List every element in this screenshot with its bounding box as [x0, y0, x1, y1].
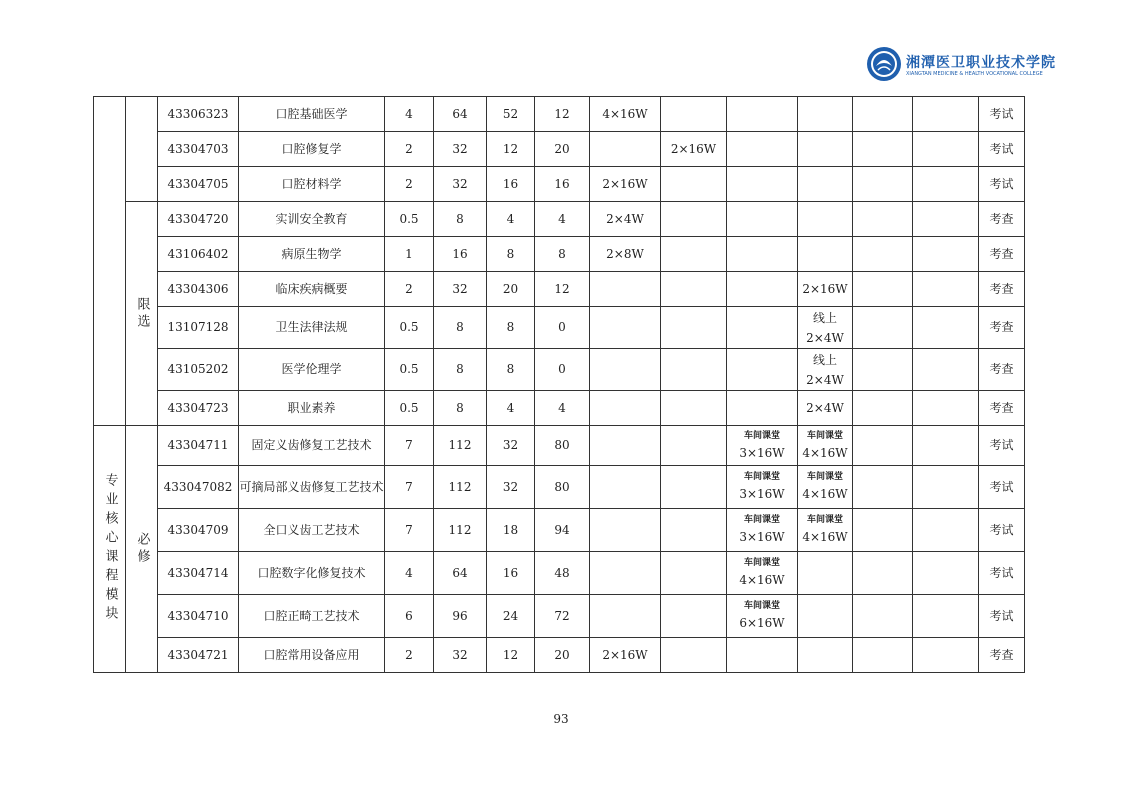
college-name-en: XIANGTAN MEDICINE & HEALTH VOCATIONAL COLLEGE — [906, 71, 1043, 77]
course-code: 43306323 — [158, 97, 239, 132]
delivery-mode-label: 车间课堂 — [743, 601, 780, 611]
credit: 4 — [385, 97, 434, 132]
semester-5-cell — [853, 552, 913, 595]
semester-5-cell — [853, 272, 913, 307]
delivery-mode-label: 线上 — [812, 352, 837, 367]
semester-3-cell — [727, 237, 798, 272]
weekly-hours: 6×16W — [739, 616, 785, 630]
total-hours: 64 — [434, 97, 487, 132]
semester-4-cell — [798, 595, 853, 638]
table-row — [94, 132, 1025, 167]
table-row — [94, 595, 1025, 638]
semester-3-cell — [727, 426, 798, 466]
assessment-type: 考查 — [979, 272, 1025, 307]
credit: 6 — [385, 595, 434, 638]
course-schedule-table — [93, 96, 1025, 673]
semester-5-cell — [853, 426, 913, 466]
semester-2-cell — [661, 426, 727, 466]
delivery-mode-label: 车间课堂 — [743, 558, 780, 568]
semester-4-cell — [798, 167, 853, 202]
theory-hours: 52 — [487, 97, 535, 132]
weekly-hours: 2×4W — [806, 330, 844, 345]
semester-5-cell — [853, 167, 913, 202]
semester-6-cell — [913, 97, 979, 132]
semester-3-cell — [727, 509, 798, 552]
practice-hours: 0 — [535, 307, 590, 349]
semester-2-cell — [661, 349, 727, 391]
table-row — [94, 167, 1025, 202]
semester-1-cell — [590, 272, 661, 307]
theory-hours: 12 — [487, 638, 535, 673]
table-row — [94, 426, 1025, 466]
course-name: 固定义齿修复工艺技术 — [239, 426, 385, 466]
theory-hours: 16 — [487, 167, 535, 202]
course-name: 卫生法律法规 — [239, 307, 385, 349]
course-code: 13107128 — [158, 307, 239, 349]
semester-6-cell — [913, 466, 979, 509]
college-logo — [866, 46, 1056, 84]
semester-4-cell — [798, 132, 853, 167]
semester-5-cell — [853, 509, 913, 552]
practice-hours: 80 — [535, 466, 590, 509]
semester-4-cell — [798, 509, 853, 552]
theory-hours: 20 — [487, 272, 535, 307]
total-hours: 16 — [434, 237, 487, 272]
delivery-mode-label: 车间课堂 — [743, 430, 780, 441]
total-hours: 8 — [434, 349, 487, 391]
practice-hours: 80 — [535, 426, 590, 466]
semester-4-cell — [798, 552, 853, 595]
semester-2-cell — [661, 391, 727, 426]
course-code: 43304306 — [158, 272, 239, 307]
practice-hours: 8 — [535, 237, 590, 272]
semester-1-cell — [590, 307, 661, 349]
table-row — [94, 237, 1025, 272]
total-hours: 112 — [434, 466, 487, 509]
table-row — [94, 509, 1025, 552]
credit: 2 — [385, 167, 434, 202]
category-cell-limited: 限选 — [126, 202, 158, 426]
practice-hours: 12 — [535, 272, 590, 307]
semester-4-cell — [798, 466, 853, 509]
semester-3-cell — [727, 307, 798, 349]
practice-hours: 20 — [535, 638, 590, 673]
course-name: 口腔数字化修复技术 — [239, 552, 385, 595]
semester-2-cell — [661, 272, 727, 307]
credit: 2 — [385, 638, 434, 673]
credit: 0.5 — [385, 202, 434, 237]
semester-3-cell — [727, 132, 798, 167]
course-name: 临床疾病概要 — [239, 272, 385, 307]
semester-3-cell — [727, 466, 798, 509]
table-row — [94, 466, 1025, 509]
delivery-mode-label: 线上 — [812, 310, 837, 325]
course-code: 43304723 — [158, 391, 239, 426]
total-hours: 96 — [434, 595, 487, 638]
semester-6-cell — [913, 391, 979, 426]
semester-1-cell — [590, 466, 661, 509]
semester-5-cell — [853, 237, 913, 272]
credit: 4 — [385, 552, 434, 595]
semester-1-cell: 2×4W — [590, 202, 661, 237]
course-code: 433047082 — [158, 466, 239, 509]
total-hours: 8 — [434, 202, 487, 237]
credit: 0.5 — [385, 391, 434, 426]
total-hours: 8 — [434, 307, 487, 349]
course-name: 医学伦理学 — [239, 349, 385, 391]
semester-4-cell: 2×16W — [798, 272, 853, 307]
credit: 7 — [385, 466, 434, 509]
semester-3-cell — [727, 552, 798, 595]
semester-4-cell — [798, 202, 853, 237]
credit: 2 — [385, 272, 434, 307]
total-hours: 32 — [434, 272, 487, 307]
practice-hours: 0 — [535, 349, 590, 391]
semester-3-cell — [727, 595, 798, 638]
weekly-hours: 4×16W — [802, 487, 848, 501]
course-code: 43304703 — [158, 132, 239, 167]
theory-hours: 4 — [487, 391, 535, 426]
assessment-type: 考试 — [979, 466, 1025, 509]
delivery-mode-label: 车间课堂 — [806, 430, 843, 441]
weekly-hours: 4×16W — [802, 445, 848, 460]
table-row — [94, 391, 1025, 426]
semester-5-cell — [853, 349, 913, 391]
course-name: 口腔正畸工艺技术 — [239, 595, 385, 638]
theory-hours: 16 — [487, 552, 535, 595]
course-code: 43304720 — [158, 202, 239, 237]
course-code: 43106402 — [158, 237, 239, 272]
total-hours: 32 — [434, 638, 487, 673]
table-row — [94, 202, 1025, 237]
semester-5-cell — [853, 391, 913, 426]
total-hours: 64 — [434, 552, 487, 595]
theory-hours: 4 — [487, 202, 535, 237]
table-row — [94, 97, 1025, 132]
semester-3-cell — [727, 97, 798, 132]
total-hours: 32 — [434, 167, 487, 202]
theory-hours: 32 — [487, 466, 535, 509]
college-name: 湘潭医卫职业技术学院 — [906, 55, 1056, 71]
theory-hours: 8 — [487, 307, 535, 349]
semester-2-cell — [661, 552, 727, 595]
semester-6-cell — [913, 552, 979, 595]
course-name: 职业素养 — [239, 391, 385, 426]
credit: 0.5 — [385, 349, 434, 391]
semester-6-cell — [913, 237, 979, 272]
semester-1-cell — [590, 132, 661, 167]
credit: 2 — [385, 132, 434, 167]
weekly-hours: 4×16W — [802, 530, 848, 544]
semester-6-cell — [913, 202, 979, 237]
semester-6-cell — [913, 307, 979, 349]
total-hours: 32 — [434, 132, 487, 167]
table-row — [94, 552, 1025, 595]
course-name: 口腔常用设备应用 — [239, 638, 385, 673]
course-name: 病原生物学 — [239, 237, 385, 272]
assessment-type: 考试 — [979, 167, 1025, 202]
course-code: 43304721 — [158, 638, 239, 673]
semester-2-cell — [661, 167, 727, 202]
semester-2-cell — [661, 595, 727, 638]
assessment-type: 考试 — [979, 595, 1025, 638]
semester-5-cell — [853, 97, 913, 132]
course-code: 43304709 — [158, 509, 239, 552]
category-cell-required: 必修 — [126, 426, 158, 673]
course-code: 43304705 — [158, 167, 239, 202]
module-cell-core: 专业核心课程模块 — [94, 426, 126, 673]
semester-5-cell — [853, 307, 913, 349]
semester-3-cell — [727, 391, 798, 426]
semester-4-cell: 2×4W — [798, 391, 853, 426]
assessment-type: 考查 — [979, 307, 1025, 349]
semester-4-cell — [798, 307, 853, 349]
table-row — [94, 307, 1025, 349]
semester-1-cell: 2×16W — [590, 167, 661, 202]
practice-hours: 4 — [535, 391, 590, 426]
total-hours: 8 — [434, 391, 487, 426]
practice-hours: 72 — [535, 595, 590, 638]
table-row — [94, 349, 1025, 391]
semester-2-cell — [661, 97, 727, 132]
category-cell-top — [126, 97, 158, 202]
semester-6-cell — [913, 638, 979, 673]
weekly-hours: 3×16W — [739, 445, 785, 460]
assessment-type: 考试 — [979, 509, 1025, 552]
course-name: 口腔修复学 — [239, 132, 385, 167]
college-seal-icon — [866, 46, 902, 82]
weekly-hours: 3×16W — [739, 487, 785, 501]
credit: 1 — [385, 237, 434, 272]
course-code: 43304710 — [158, 595, 239, 638]
semester-2-cell: 2×16W — [661, 132, 727, 167]
semester-3-cell — [727, 167, 798, 202]
semester-4-cell — [798, 426, 853, 466]
credit: 7 — [385, 426, 434, 466]
semester-3-cell — [727, 638, 798, 673]
course-name: 实训安全教育 — [239, 202, 385, 237]
weekly-hours: 2×4W — [806, 372, 844, 387]
theory-hours: 32 — [487, 426, 535, 466]
assessment-type: 考查 — [979, 638, 1025, 673]
delivery-mode-label: 车间课堂 — [743, 472, 780, 482]
theory-hours: 18 — [487, 509, 535, 552]
semester-1-cell — [590, 426, 661, 466]
semester-5-cell — [853, 595, 913, 638]
semester-4-cell — [798, 349, 853, 391]
semester-2-cell — [661, 638, 727, 673]
table-row — [94, 638, 1025, 673]
semester-1-cell — [590, 391, 661, 426]
theory-hours: 24 — [487, 595, 535, 638]
delivery-mode-label: 车间课堂 — [743, 515, 780, 525]
assessment-type: 考查 — [979, 202, 1025, 237]
semester-3-cell — [727, 272, 798, 307]
semester-6-cell — [913, 132, 979, 167]
semester-6-cell — [913, 349, 979, 391]
page-number: 93 — [553, 712, 569, 726]
semester-3-cell — [727, 202, 798, 237]
assessment-type: 考查 — [979, 391, 1025, 426]
practice-hours: 94 — [535, 509, 590, 552]
assessment-type: 考试 — [979, 132, 1025, 167]
assessment-type: 考试 — [979, 552, 1025, 595]
semester-1-cell: 2×16W — [590, 638, 661, 673]
semester-1-cell: 4×16W — [590, 97, 661, 132]
course-name: 全口义齿工艺技术 — [239, 509, 385, 552]
delivery-mode-label: 车间课堂 — [806, 472, 843, 482]
semester-1-cell — [590, 349, 661, 391]
course-name: 口腔材料学 — [239, 167, 385, 202]
semester-4-cell — [798, 638, 853, 673]
weekly-hours: 4×16W — [739, 573, 785, 587]
semester-5-cell — [853, 202, 913, 237]
semester-3-cell — [727, 349, 798, 391]
semester-1-cell — [590, 509, 661, 552]
semester-1-cell — [590, 595, 661, 638]
module-cell-top — [94, 97, 126, 426]
course-code: 43304714 — [158, 552, 239, 595]
assessment-type: 考试 — [979, 426, 1025, 466]
theory-hours: 8 — [487, 349, 535, 391]
course-name: 可摘局部义齿修复工艺技术 — [239, 466, 385, 509]
credit: 7 — [385, 509, 434, 552]
table-row — [94, 272, 1025, 307]
semester-6-cell — [913, 595, 979, 638]
credit: 0.5 — [385, 307, 434, 349]
total-hours: 112 — [434, 426, 487, 466]
semester-6-cell — [913, 426, 979, 466]
semester-2-cell — [661, 307, 727, 349]
semester-2-cell — [661, 237, 727, 272]
course-code: 43304711 — [158, 426, 239, 466]
semester-6-cell — [913, 167, 979, 202]
semester-2-cell — [661, 202, 727, 237]
semester-6-cell — [913, 272, 979, 307]
practice-hours: 16 — [535, 167, 590, 202]
total-hours: 112 — [434, 509, 487, 552]
practice-hours: 20 — [535, 132, 590, 167]
semester-5-cell — [853, 638, 913, 673]
semester-1-cell: 2×8W — [590, 237, 661, 272]
practice-hours: 48 — [535, 552, 590, 595]
assessment-type: 考试 — [979, 97, 1025, 132]
semester-2-cell — [661, 466, 727, 509]
assessment-type: 考查 — [979, 349, 1025, 391]
semester-2-cell — [661, 509, 727, 552]
semester-4-cell — [798, 237, 853, 272]
theory-hours: 12 — [487, 132, 535, 167]
semester-4-cell — [798, 97, 853, 132]
semester-5-cell — [853, 132, 913, 167]
weekly-hours: 3×16W — [739, 530, 785, 544]
practice-hours: 4 — [535, 202, 590, 237]
assessment-type: 考查 — [979, 237, 1025, 272]
course-code: 43105202 — [158, 349, 239, 391]
semester-6-cell — [913, 509, 979, 552]
delivery-mode-label: 车间课堂 — [806, 515, 843, 525]
theory-hours: 8 — [487, 237, 535, 272]
semester-1-cell — [590, 552, 661, 595]
course-name: 口腔基础医学 — [239, 97, 385, 132]
semester-5-cell — [853, 466, 913, 509]
practice-hours: 12 — [535, 97, 590, 132]
